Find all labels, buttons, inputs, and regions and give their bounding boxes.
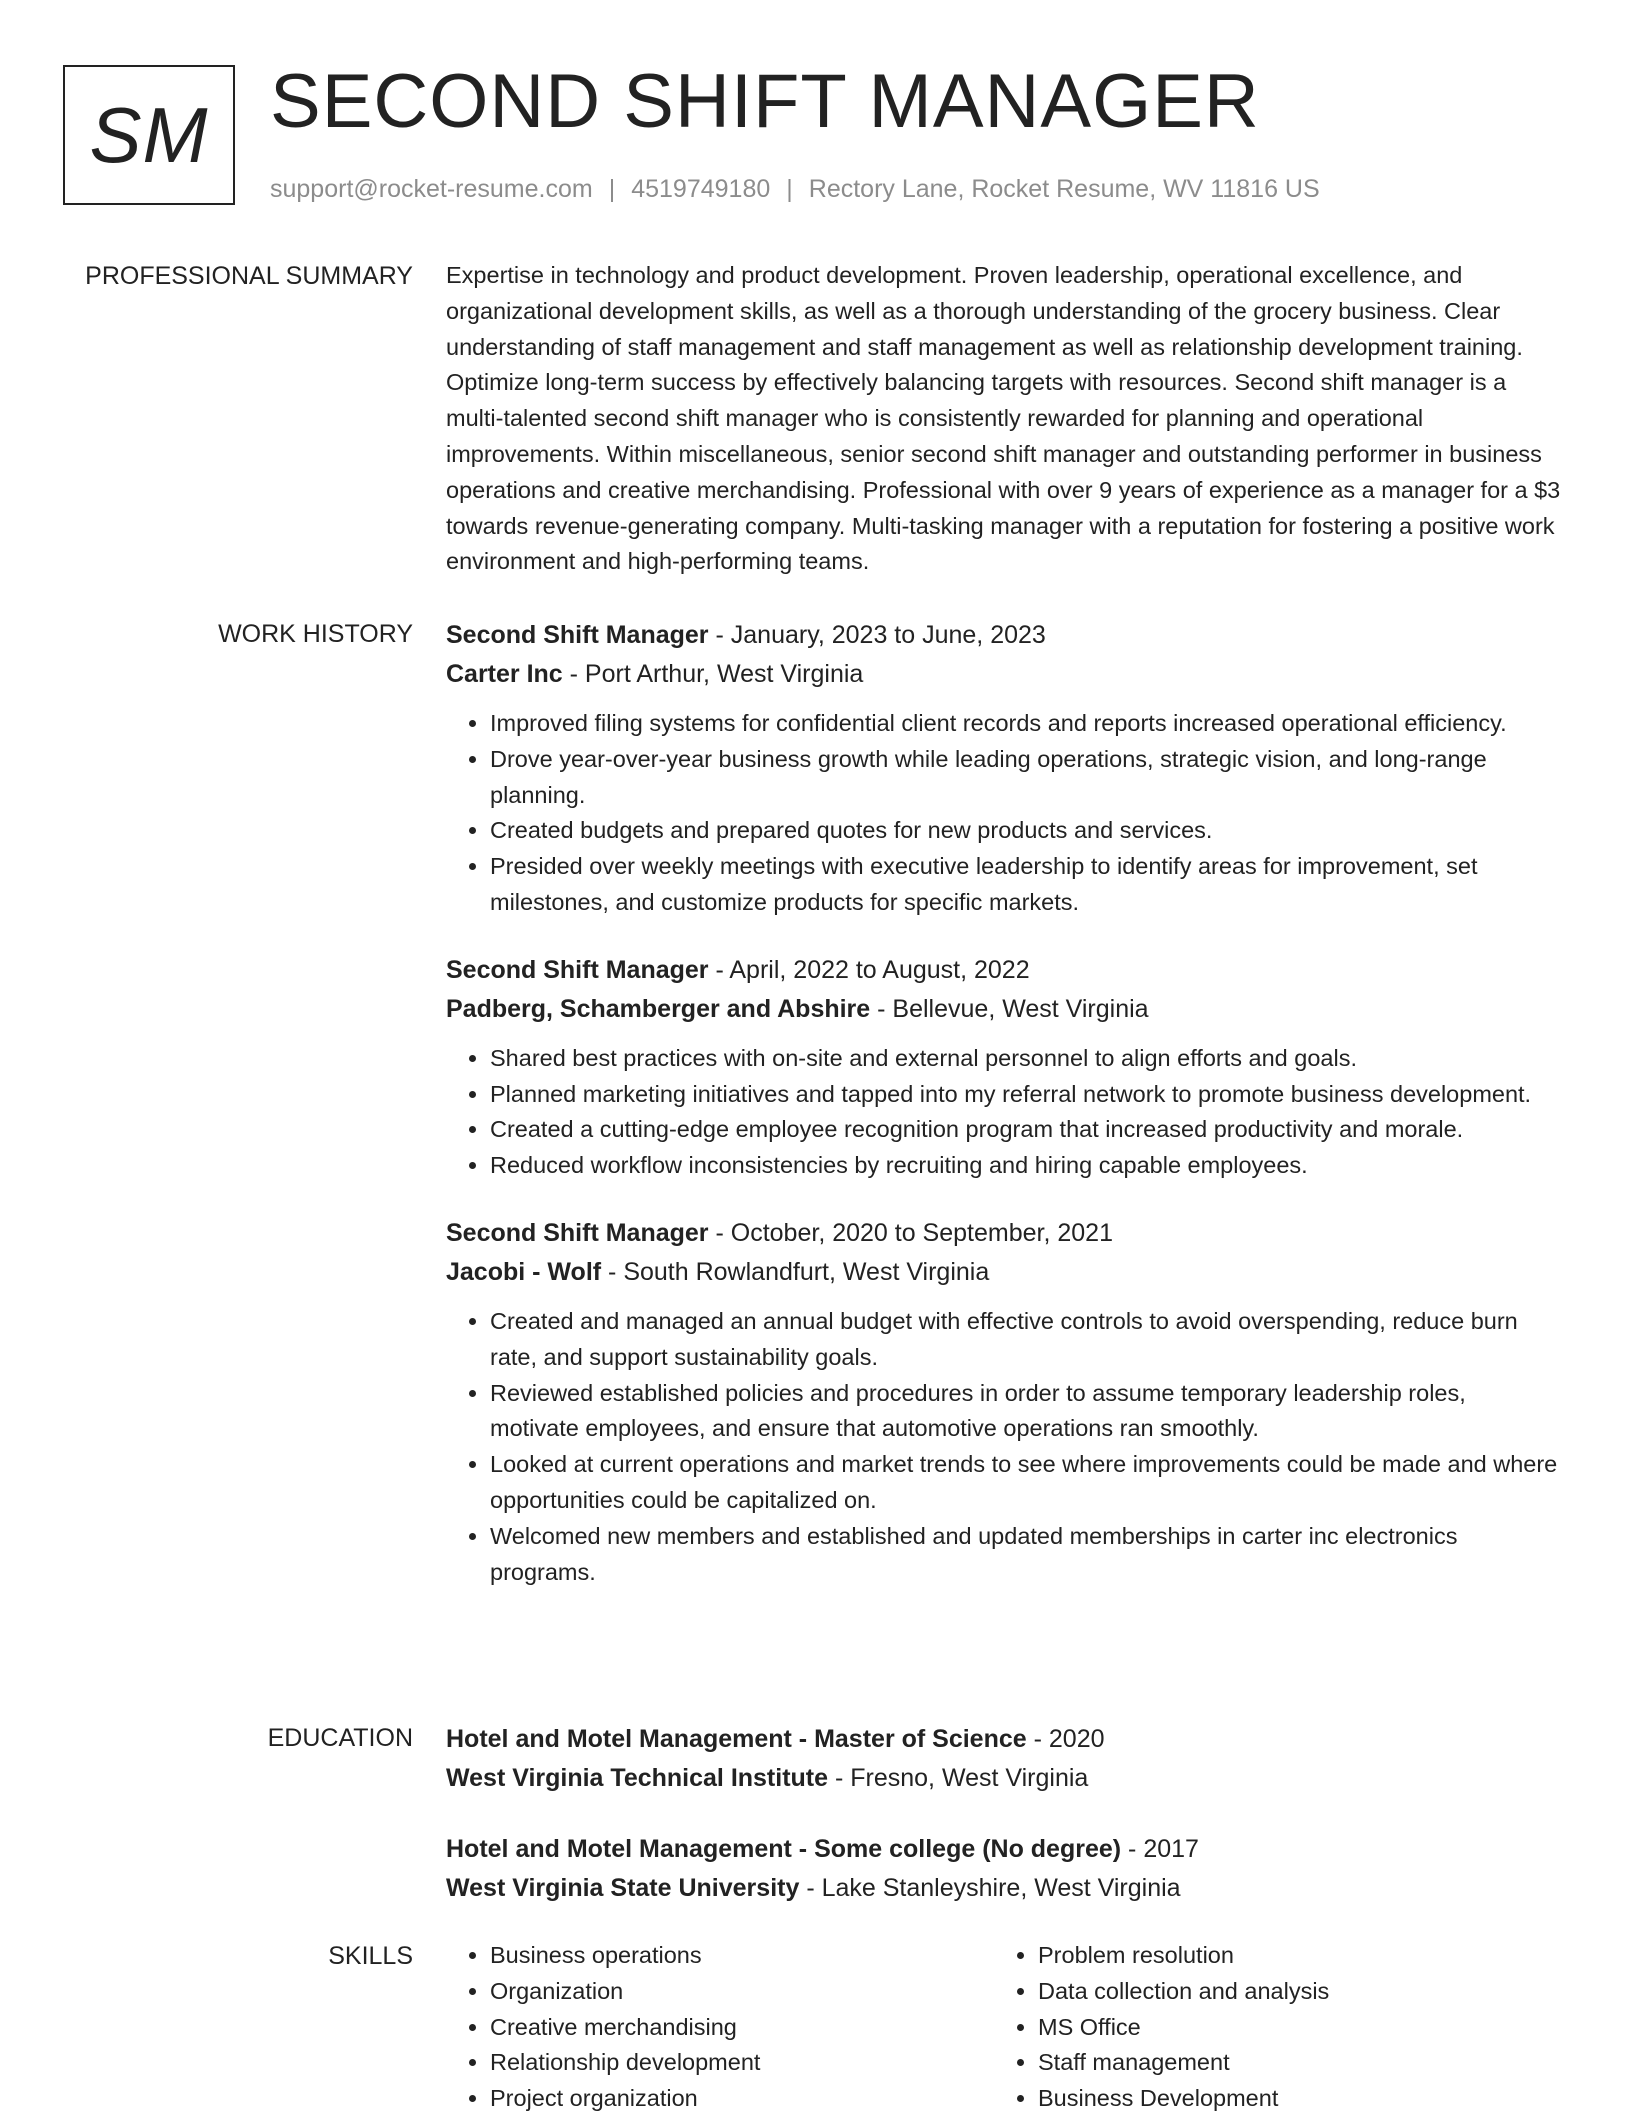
education-degree: Hotel and Motel Management - Some college (No degree) xyxy=(446,1835,1122,1863)
education-school: West Virginia Technical Institute xyxy=(446,1764,829,1792)
job-company: Padberg, Schamberger and Abshire xyxy=(446,994,871,1023)
job-entry xyxy=(446,1214,1561,1590)
skill-item: • Data collection and analysis xyxy=(1038,1974,1538,2010)
job-company-line xyxy=(446,1253,1561,1292)
job-bullet: • Reduced workflow inconsistencies by recruiting and hiring capable employees. xyxy=(490,1148,1561,1184)
education-entry xyxy=(446,1720,1561,1798)
job-location: - South Rowlandfurt, West Virginia xyxy=(601,1257,990,1286)
job-bullet: • Planned marketing initiatives and tapped into my referral network to promote business development. xyxy=(490,1077,1561,1113)
job-entry xyxy=(446,616,1561,921)
contact-separator: | xyxy=(786,175,793,203)
job-dates: - October, 2020 to September, 2021 xyxy=(708,1218,1113,1247)
skill-item: • Business operations xyxy=(490,1938,994,1974)
section-label-skills: SKILLS xyxy=(328,1942,413,1970)
skill-item: • Organization xyxy=(490,1974,994,2010)
skills-list-left xyxy=(446,1938,994,2117)
job-title: Second Shift Manager xyxy=(446,1218,709,1247)
job-bullet: • Looked at current operations and market trends to see where improvements could be made and where opportunities could be capitalized on. xyxy=(490,1447,1561,1519)
job-bullets xyxy=(446,706,1561,921)
job-bullet: • Created budgets and prepared quotes for new products and services. xyxy=(490,813,1561,849)
education-location: - Lake Stanleyshire, West Virginia xyxy=(799,1874,1181,1902)
job-dates: - January, 2023 to June, 2023 xyxy=(708,621,1046,649)
job-dates: - April, 2022 to August, 2022 xyxy=(708,955,1030,984)
job-location: - Port Arthur, West Virginia xyxy=(562,660,864,688)
skills-columns xyxy=(446,1938,1561,2117)
job-entry xyxy=(446,951,1561,1184)
job-bullets xyxy=(446,1304,1561,1590)
candidate-name: SECOND SHIFT MANAGER xyxy=(270,59,1260,144)
skill-item: • Business Development xyxy=(1038,2081,1538,2117)
education-year: - 2017 xyxy=(1121,1835,1199,1863)
job-bullet: • Welcomed new members and established and updated memberships in carter inc electronics programs. xyxy=(490,1519,1561,1591)
job-bullet: • Presided over weekly meetings with executive leadership to identify areas for improvement, set milestones, and customize products for specific markets. xyxy=(490,849,1561,921)
skill-item: • MS Office xyxy=(1038,2010,1538,2046)
job-bullet: • Improved filing systems for confidential client records and reports increased operational efficiency. xyxy=(490,706,1561,742)
skill-item: • Project organization xyxy=(490,2081,994,2117)
job-title: Second Shift Manager xyxy=(446,621,709,649)
job-bullet: • Reviewed established policies and procedures in order to assume temporary leadership roles, motivate employees, and ensure that automotive operations ran smoothly. xyxy=(490,1376,1561,1448)
job-title-line xyxy=(446,1214,1561,1253)
skills-list-right xyxy=(994,1938,1538,2117)
job-title: Second Shift Manager xyxy=(446,955,709,984)
job-title-line xyxy=(446,951,1561,990)
job-bullet: • Drove year-over-year business growth while leading operations, strategic vision, and long-range planning. xyxy=(490,742,1561,814)
job-company-line xyxy=(446,655,1561,694)
job-company: Carter Inc xyxy=(446,660,563,688)
job-title-line xyxy=(446,616,1561,655)
contact-email[interactable]: support@rocket-resume.com xyxy=(270,175,593,203)
contact-separator: | xyxy=(608,175,616,203)
job-bullet: • Created a cutting-edge employee recognition program that increased productivity and morale. xyxy=(490,1112,1561,1148)
contact-phone[interactable]: 4519749180 xyxy=(631,175,771,203)
job-bullet: • Shared best practices with on-site and external personnel to align efforts and goals. xyxy=(490,1041,1561,1077)
monogram-box xyxy=(63,65,235,205)
education-school: West Virginia State University xyxy=(446,1874,800,1902)
section-label-work-history: WORK HISTORY xyxy=(218,620,413,648)
section-label-summary: PROFESSIONAL SUMMARY xyxy=(85,262,413,290)
skill-item: • Staff management xyxy=(1038,2045,1538,2081)
education-degree: Hotel and Motel Management - Master of Science xyxy=(446,1725,1027,1753)
skill-item: • Creative merchandising xyxy=(490,2010,994,2046)
monogram-initials: SM xyxy=(89,90,209,179)
skill-item: • Relationship development xyxy=(490,2045,994,2081)
job-company-line xyxy=(446,990,1561,1029)
job-bullet: • Created and managed an annual budget with effective controls to avoid overspending, reduce burn rate, and support sustainability goals. xyxy=(490,1304,1561,1376)
job-list xyxy=(446,616,1561,1620)
contact-address: Rectory Lane, Rocket Resume, WV 11816 US xyxy=(808,175,1320,203)
education-school-line xyxy=(446,1759,1561,1798)
skill-item: • Problem resolution xyxy=(1038,1938,1538,1974)
education-degree-line xyxy=(446,1830,1561,1869)
job-company: Jacobi - Wolf xyxy=(446,1257,602,1286)
contact-line xyxy=(270,174,1320,204)
education-entry xyxy=(446,1830,1561,1908)
summary-text: Expertise in technology and product development. Proven leadership, operational excellence, and organizational development skills, as well as a thorough understanding of the grocery business. Clear understanding of staff management and staff management as well as relationship development training. Optimize long-term success by effectively balancing targets with resources. Second shift manager is a multi-talented second shift manager who is consistently rewarded for planning and operational improvements. Within miscellaneous, senior second shift manager and outstanding performer in business operations and creative merchandising. Professional with over 9 years of experience as a manager for a $3 towards revenue-generating company. Multi-tasking manager with a reputation for fostering a positive work environment and high-performing teams. xyxy=(446,262,1561,575)
job-bullets xyxy=(446,1041,1561,1184)
job-location: - Bellevue, West Virginia xyxy=(870,994,1149,1023)
education-degree-line xyxy=(446,1720,1561,1759)
education-school-line xyxy=(446,1869,1561,1908)
section-label-education: EDUCATION xyxy=(267,1724,413,1752)
education-year: - 2020 xyxy=(1026,1725,1105,1753)
education-list xyxy=(446,1720,1561,1940)
education-location: - Fresno, West Virginia xyxy=(828,1764,1089,1792)
